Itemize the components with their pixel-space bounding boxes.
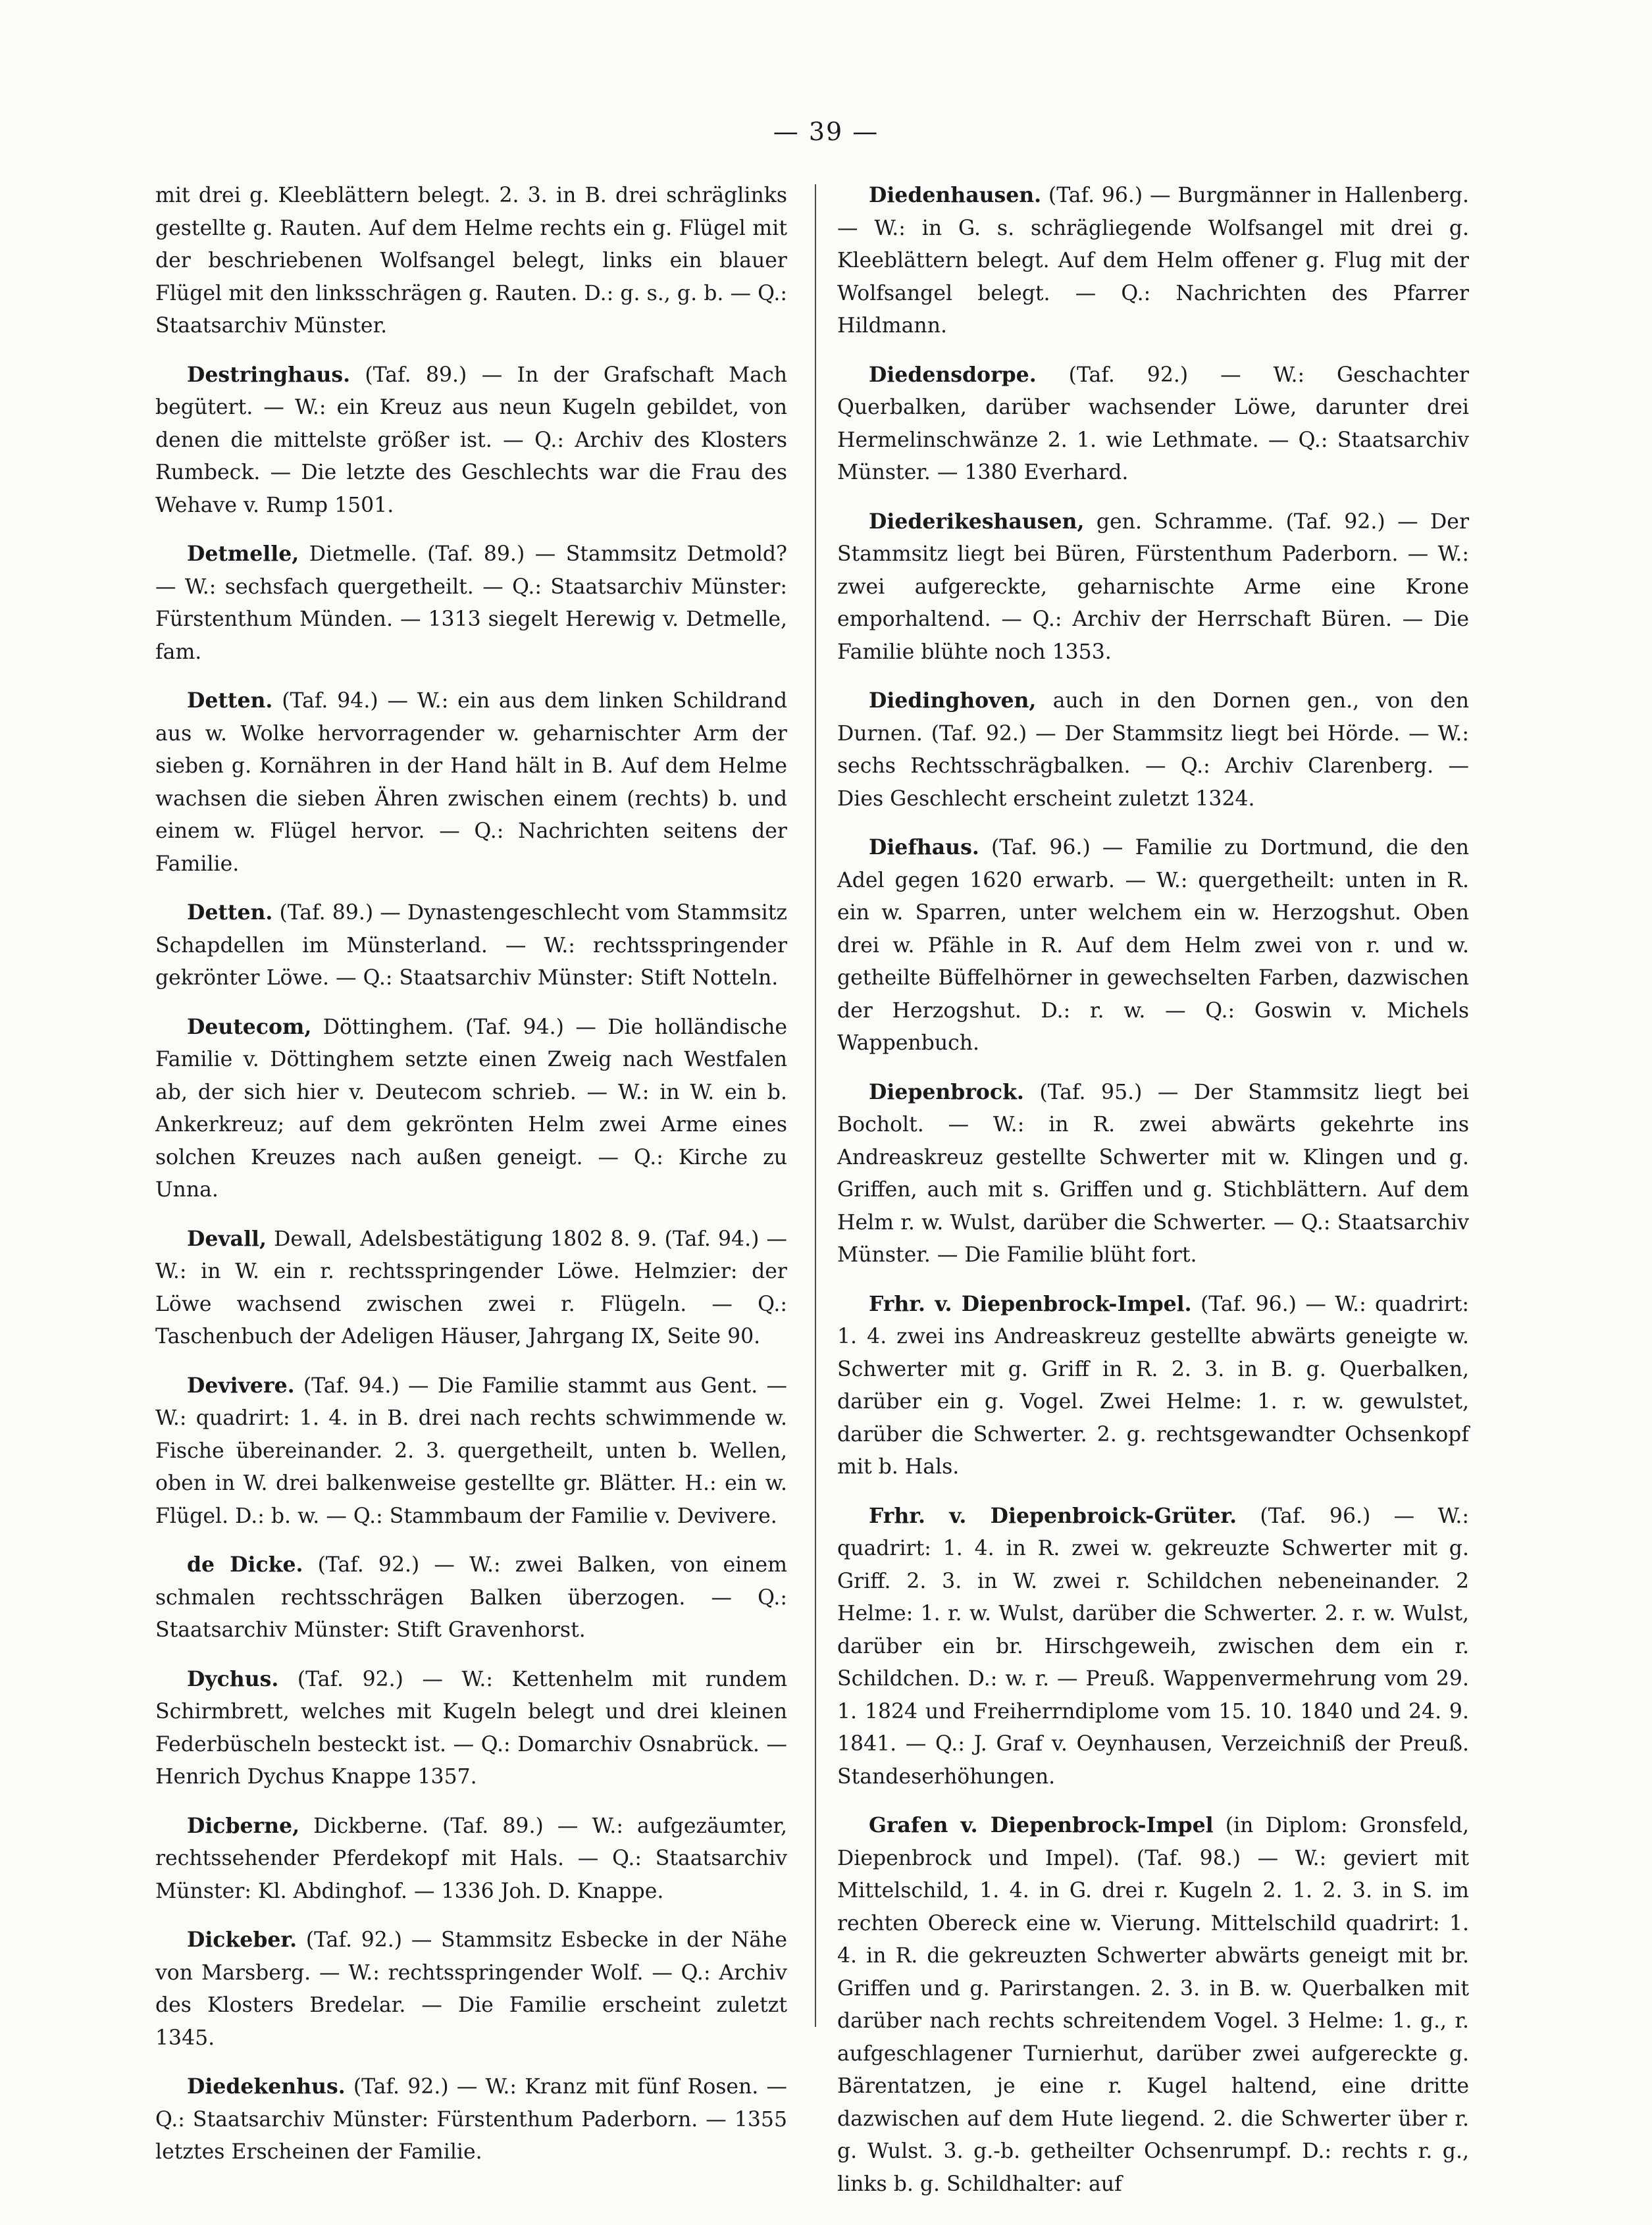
entry-heading: Dicberne, <box>187 1813 300 1838</box>
entry <box>155 1810 787 1908</box>
entry-text: (Taf. 94.) — W.: ein aus dem linken Schildrand aus w. Wolke hervorragender w. geharnischter Arm der sieben g. Kornähren in der Hand hält in B. Auf dem Helme wachsen die sieben Ähren zwischen einem (rechts) b. und einem w. Flügel hervor. — Q.: Nachrichten seitens der Familie. <box>155 689 787 876</box>
entry-heading: Detten. <box>187 688 273 713</box>
entry <box>155 1548 787 1647</box>
entry-text: (in Diplom: Gronsfeld, Diepenbrock und Impel). (Taf. 98.) — W.: geviert mit Mittelschild, 1. 4. in G. drei r. Kugeln 2. 1. 2. 3. in S. im rechten Obereck eine w. Vierung. Mittelschild quadrirt: 1. 4. in R. die gekreuzten Schwerter abwärts geneigt mit br. Griffen und g. Parirstangen. 2. 3. in B. w. Querbalken mit darüber nach rechts schreitendem Vogel. 3 Helme: 1. g., r. aufgeschlagener Turnierhut, darüber zwei aufgereckte g. Bärentatzen, je eine r. Kugel haltend, eine dritte dazwischen auf dem Hute liegend. 2. die Schwerter über r. g. Wulst. 3. g.-b. getheilter Ochsenrumpf. D.: rechts r. g., links b. g. Schildhalter: auf <box>837 1814 1469 2196</box>
entry-heading: Frhr. v. Diepenbrock-Impel. <box>869 1291 1192 1316</box>
entry-heading: Detten. <box>187 900 273 925</box>
entry <box>155 538 787 669</box>
entry-text: (Taf. 89.) — Dynastengeschlecht vom Stammsitz Schapdellen im Münsterland. — W.: rechtsspringender gekrönter Löwe. — Q.: Staatsarchiv Münster: Stift Notteln. <box>155 901 788 990</box>
entry-heading: Detmelle, <box>187 542 299 566</box>
entry <box>155 1663 787 1794</box>
entry <box>837 179 1469 343</box>
entry <box>155 359 787 523</box>
entry-heading: de Dicke. <box>187 1552 303 1577</box>
entry-text: (Taf. 92.) — W.: Kettenhelm mit rundem Schirmbrett, welches mit Kugeln belegt und drei kleinen Federbüscheln besteckt ist. — Q.: Domarchiv Osnabrück. — Henrich Dychus Knappe 1357. <box>155 1667 788 1789</box>
entry <box>837 831 1469 1060</box>
page-number: — 39 — <box>773 117 879 146</box>
entry-heading: Devall, <box>187 1226 267 1251</box>
entry-text: (Taf. 92.) — W.: Geschachter Querbalken, darüber wachsender Löwe, darunter drei Hermelinschwänze 2. 1. wie Lethmate. — Q.: Staatsarchiv Münster. — 1380 Everhard. <box>837 363 1469 484</box>
entry-text: Dickberne. (Taf. 89.) — W.: aufgezäumter, rechtssehender Pferdekopf mit Hals. — Q.: Staatsarchiv Münster: Kl. Abdinghof. — 1336 Joh. D. Knappe. <box>155 1814 787 1903</box>
entry <box>155 1369 787 1533</box>
entry <box>837 1809 1469 2201</box>
entry-text: mit drei g. Kleeblättern belegt. 2. 3. in B. drei schräglinks gestellte g. Rauten. Auf dem Helme rechts ein g. Flügel mit der beschriebenen Wolfsangel belegt, links ein blauer Flügel mit den linksschrägen g. Rauten. D.: g. s., g. b. — Q.: Staatsarchiv Münster. <box>155 184 787 338</box>
entry-text: (Taf. 96.) — Burgmänner in Hallenberg. — W.: in G. s. schrägliegende Wolfsangel mit drei g. Kleeblättern belegt. Auf dem Helm offener g. Flug mit der Wolfsangel belegt. — Q.: Nachrichten des Pfarrer Hildmann. <box>837 184 1469 338</box>
entry-heading: Devivere. <box>187 1373 295 1398</box>
entry-heading: Diedinghoven, <box>869 688 1037 713</box>
entry-text: (Taf. 92.) — W.: Kranz mit fünf Rosen. — Q.: Staatsarchiv Münster: Fürstenthum Paderborn. — 1355 letztes Erscheinen der Familie. <box>155 2075 787 2164</box>
entry <box>155 1223 787 1354</box>
entry <box>155 896 787 995</box>
entry-heading: Diedenhausen. <box>869 183 1042 207</box>
right-column <box>837 179 1469 2216</box>
entry <box>837 1500 1469 1794</box>
entry-text: (Taf. 94.) — Die Familie stammt aus Gent. — W.: quadrirt: 1. 4. in B. drei nach rechts schwimmende w. Fische übereinander. 2. 3. quergetheilt, unten b. Wellen, oben in W. drei balkenweise gestellte gr. Blätter. H.: ein w. Flügel. D.: b. w. — Q.: Stammbaum der Familie v. Devivere. <box>155 1373 787 1528</box>
entry-heading: Frhr. v. Diepenbroick-Grüter. <box>869 1503 1237 1528</box>
entry <box>837 684 1469 815</box>
entry <box>837 359 1469 490</box>
entry-text: (Taf. 96.) — Familie zu Dortmund, die den Adel gegen 1620 erwarb. — W.: quergetheilt: unten in R. ein w. Sparren, unter welchem ein w. Herzogshut. Oben drei w. Pfähle in R. Auf dem Helm zwei von r. und w. getheilte Büffelhörner in gewechselten Farben, dazwischen der Herzogshut. D.: r. w. — Q.: Goswin v. Michels Wappenbuch. <box>837 836 1469 1055</box>
entry <box>837 1288 1469 1484</box>
entry-text: (Taf. 96.) — W.: quadrirt: 1. 4. zwei ins Andreaskreuz gestellte abwärts geneigte w. Schwerter mit g. Griff in R. 2. 3. in B. g. Querbalken, darüber ein g. Vogel. Zwei Helme: 1. r. w. gewulstet, darüber die Schwerter. 2. g. rechtsgewandter Ochsenkopf mit b. Hals. <box>837 1292 1469 1479</box>
entry-heading: Diepenbrock. <box>869 1079 1024 1104</box>
entry-text: Dewall, Adelsbestätigung 1802 8. 9. (Taf. 94.) — W.: in W. ein r. rechtsspringender Löwe. Helmzier: der Löwe wachsend zwischen zwei r. Flügeln. — Q.: Taschenbuch der Adeligen Häuser, Jahrgang IX, Seite 90. <box>155 1227 788 1348</box>
entry <box>155 1011 787 1207</box>
entry-heading: Diefhaus. <box>869 835 979 859</box>
entry-heading: Dickeber. <box>187 1928 297 1952</box>
entry <box>837 1076 1469 1272</box>
entry <box>155 1924 787 2055</box>
entry-heading: Destringhaus. <box>187 362 351 387</box>
entry-heading: Diedekenhus. <box>187 2074 346 2099</box>
entry-heading: Grafen v. Diepenbrock-Impel <box>869 1813 1214 1837</box>
entry-text: Dietmelle. (Taf. 89.) — Stammsitz Detmold? — W.: sechsfach quergetheilt. — Q.: Staatsarchiv Münster: Fürstenthum Münden. — 1313 siegelt Herewig v. Detmelle, fam. <box>155 542 787 664</box>
entry-text: (Taf. 92.) — W.: zwei Balken, von einem schmalen rechtsschrägen Balken überzogen. — Q.: Staatsarchiv Münster: Stift Gravenhorst. <box>155 1553 787 1642</box>
entry <box>837 505 1469 669</box>
entry-text: (Taf. 95.) — Der Stammsitz liegt bei Bocholt. — W.: in R. zwei abwärts gekehrte ins Andreaskreuz gestellte Schwerter mit w. Klingen und g. Griffen, auch mit s. Griffen und g. Stichblättern. Auf dem Helm r. w. Wulst, darüber die Schwerter. — Q.: Staatsarchiv Münster. — Die Familie blüht fort. <box>837 1080 1469 1267</box>
entry-text: (Taf. 89.) — In der Grafschaft Mach begütert. — W.: ein Kreuz aus neun Kugeln gebildet, von denen die mittelste größer ist. — Q.: Archiv des Klosters Rumbeck. — Die letzte des Geschlechts war die Frau des Wehave v. Rump 1501. <box>155 363 787 517</box>
entry <box>155 179 787 343</box>
entry-text: Döttinghem. (Taf. 94.) — Die holländische Familie v. Döttinghem setzte einen Zweig nach Westfalen ab, der sich hier v. Deutecom schrieb. — W.: in W. ein b. Ankerkreuz; auf dem gekrönten Helm zwei Arme eines solchen Kreuzes nach außen geneigt. — Q.: Kirche zu Unna. <box>155 1015 788 1202</box>
entry-text: auch in den Dornen gen., von den Durnen. (Taf. 92.) — Der Stammsitz liegt bei Hörde. — W.: sechs Rechtsschrägbalken. — Q.: Archiv Clarenberg. — Dies Geschlecht erscheint zuletzt 1324. <box>837 689 1469 811</box>
entry <box>155 2070 787 2169</box>
entry-heading: Diederikeshausen, <box>869 509 1085 534</box>
column-divider <box>815 184 816 2027</box>
entry-text: (Taf. 96.) — W.: quadrirt: 1. 4. in R. zwei w. gekreuzte Schwerter mit g. Griff. 2. 3. in W. zwei r. Schildchen nebeneinander. 2 Helme: 1. r. w. Wulst, darüber die Schwerter. 2. r. w. Wulst, darüber ein br. Hirschgeweih, zwischen dem ein r. Schildchen. D.: w. r. — Preuß. Wappenvermehrung vom 29. 1. 1824 und Freiherrndiplome vom 15. 10. 1840 und 24. 9. 1841. — Q.: J. Graf v. Oeynhausen, Verzeichniß der Preuß. Standeserhöhungen. <box>837 1504 1470 1789</box>
entry-heading: Dychus. <box>187 1666 279 1691</box>
entry <box>155 684 787 881</box>
left-column <box>155 179 787 2185</box>
entry-heading: Deutecom, <box>187 1014 312 1039</box>
entry-text: (Taf. 92.) — Stammsitz Esbecke in der Nähe von Marsberg. — W.: rechtsspringender Wolf. — Q.: Archiv des Klosters Bredelar. — Die Familie erscheint zuletzt 1345. <box>155 1928 788 2050</box>
entry-text: gen. Schramme. (Taf. 92.) — Der Stammsitz liegt bei Büren, Fürstenthum Paderborn. — W.: zwei aufgereckte, geharnischte Arme eine Krone emporhaltend. — Q.: Archiv der Herrschaft Büren. — Die Familie blühte noch 1353. <box>837 509 1469 664</box>
entry-heading: Diedensdorpe. <box>869 362 1037 387</box>
